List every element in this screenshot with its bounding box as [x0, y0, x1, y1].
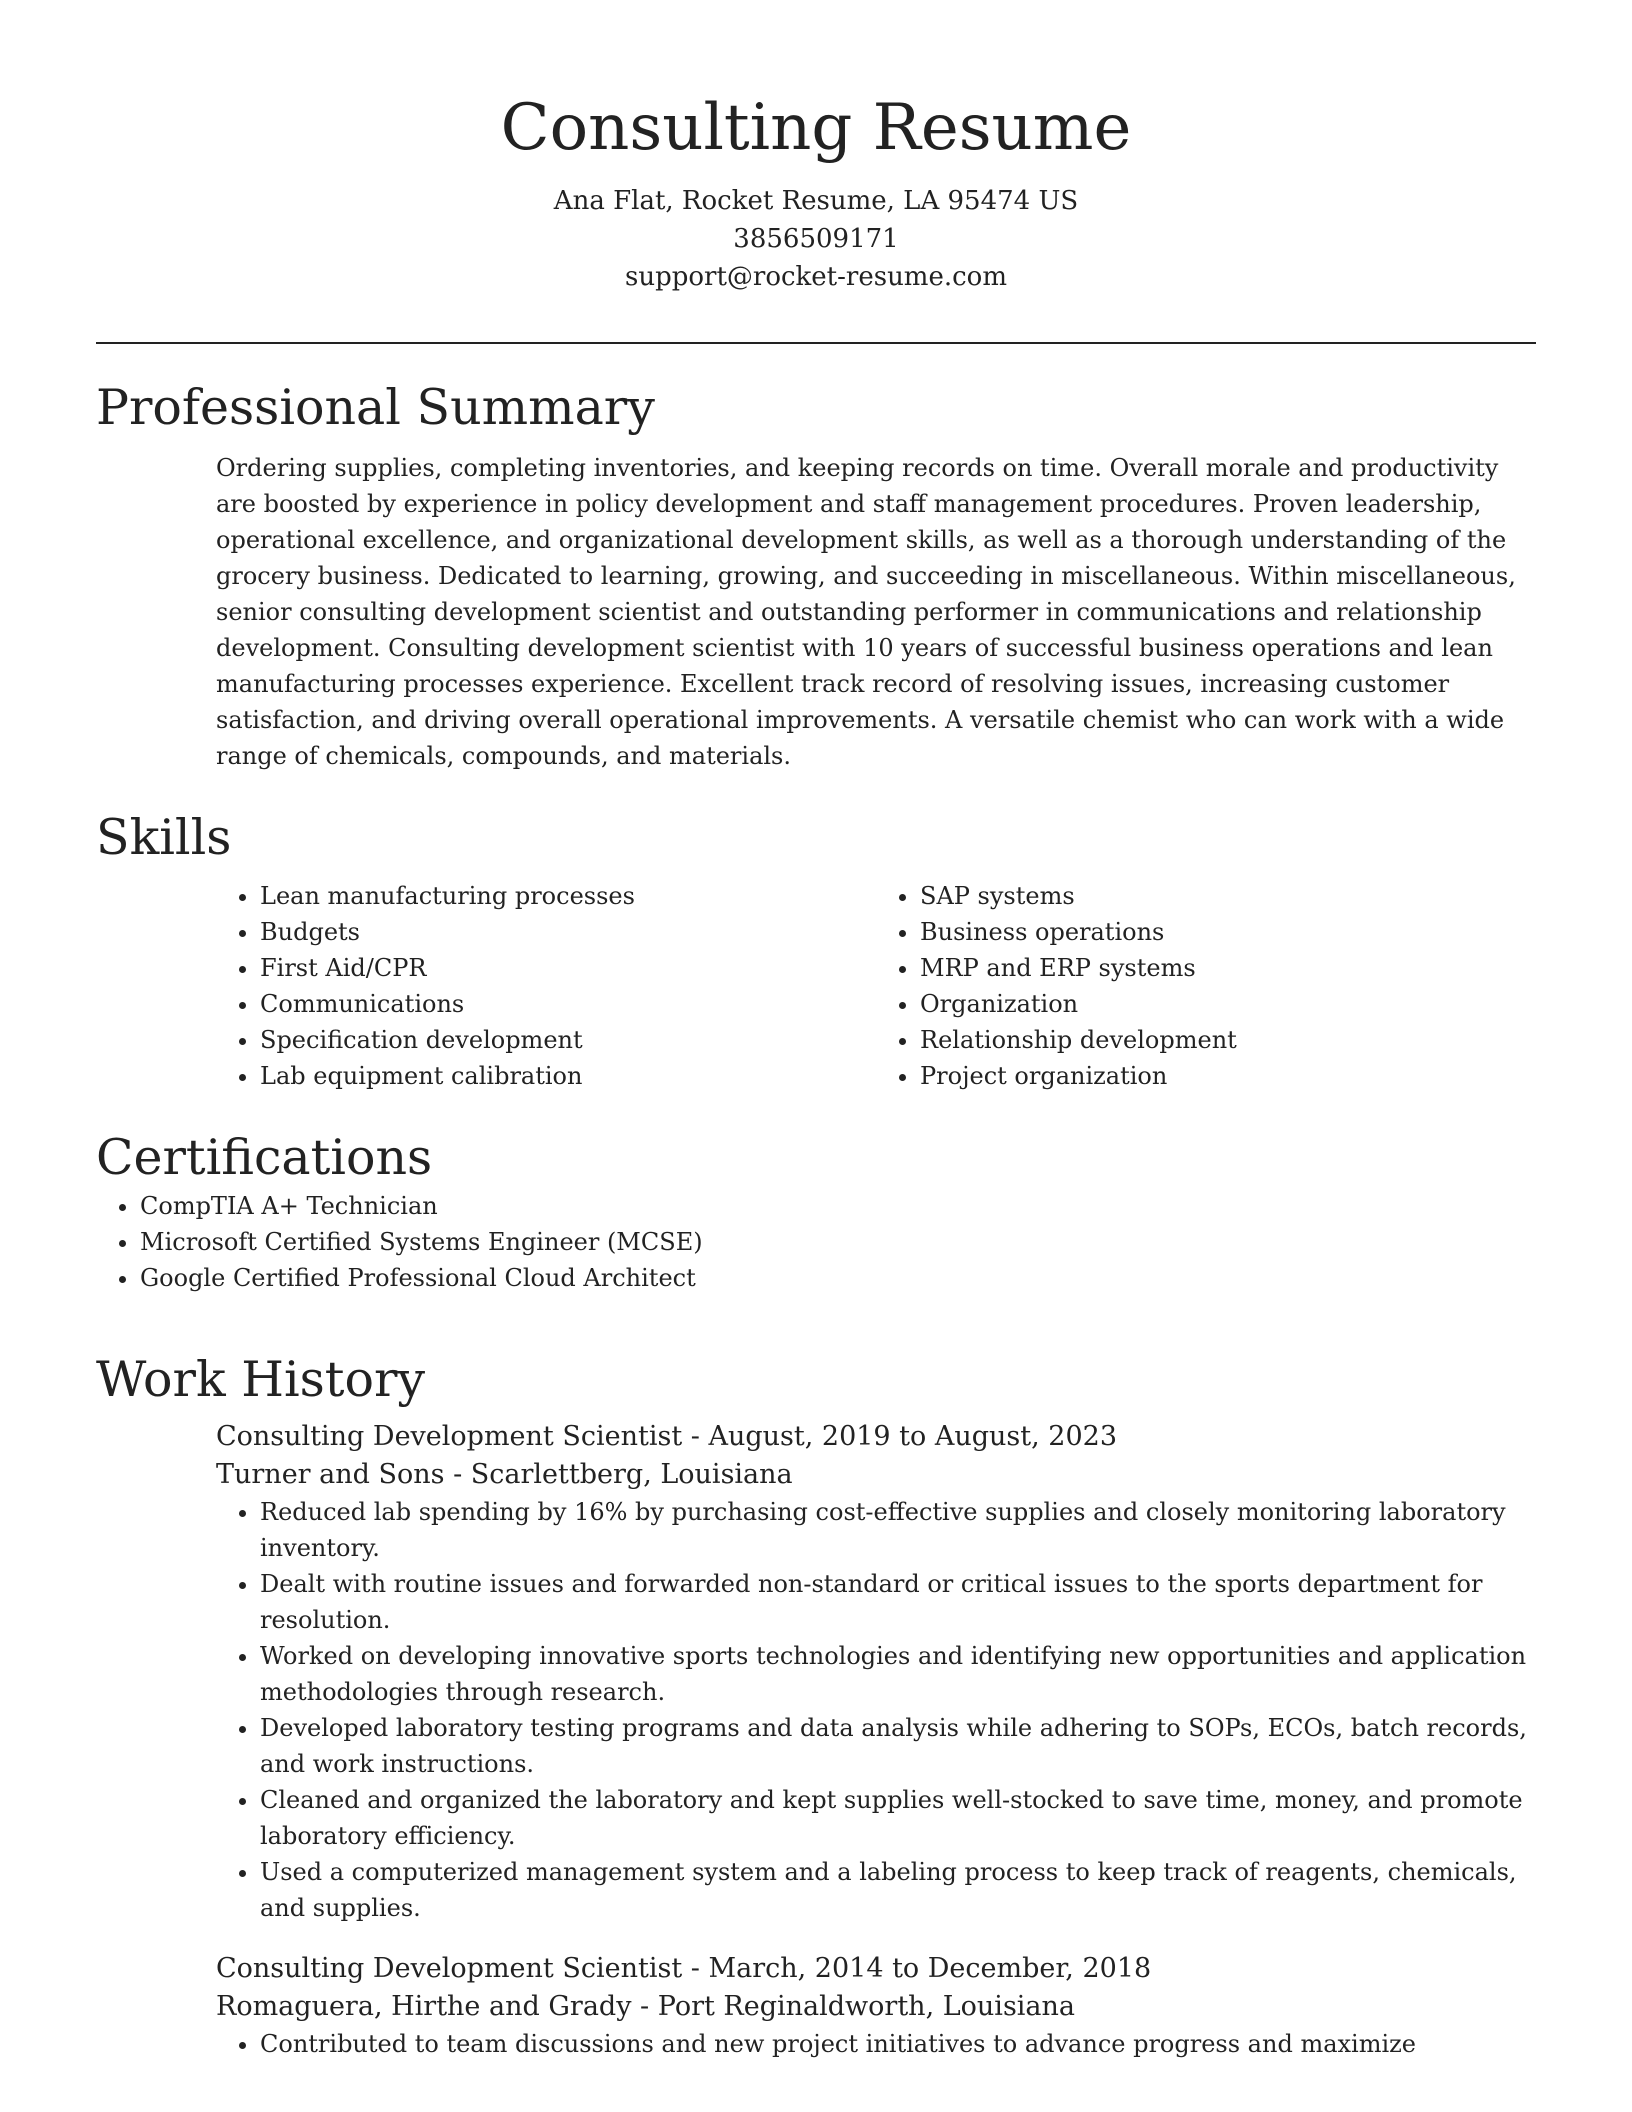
- job-dates: - August, 2019 to August, 2023: [682, 1421, 1118, 1452]
- list-item: • Organization: [920, 986, 1536, 1022]
- list-item: • CompTIA A+ Technician: [140, 1188, 1536, 1224]
- list-item: • Google Certified Professional Cloud Architect: [140, 1260, 1536, 1296]
- list-item: • Specification development: [260, 1022, 876, 1058]
- list-item: • Dealt with routine issues and forwarded non-standard or critical issues to the sports department for resolution.: [260, 1566, 1540, 1638]
- certifications-heading: Certifications: [96, 1129, 433, 1186]
- job-company-line: [216, 1988, 1536, 2026]
- list-item: • SAP systems: [920, 878, 1536, 914]
- resume-title: Consulting Resume: [500, 91, 1132, 165]
- job-entry: [216, 1950, 1536, 2062]
- skills-list-right: [876, 878, 1536, 1094]
- list-item: • Lab equipment calibration: [260, 1058, 876, 1094]
- job-company-line: [216, 1456, 1536, 1494]
- list-item: • Relationship development: [920, 1022, 1536, 1058]
- work-section: [96, 1350, 1536, 2062]
- job-entry: [216, 1418, 1536, 1926]
- job-location: - Port Reginaldworth, Louisiana: [631, 1991, 1076, 2022]
- certifications-section: [96, 1128, 1536, 1296]
- work-heading: Work History: [96, 1351, 426, 1408]
- list-item: • Lean manufacturing processes: [260, 878, 876, 914]
- job-company: Turner and Sons: [216, 1459, 445, 1490]
- list-item: • Contributed to team discussions and new project initiatives to advance progress and maximize: [260, 2026, 1540, 2062]
- contact-phone: 3856509171: [733, 224, 899, 254]
- job-company: Romaguera, Hirthe and Grady: [216, 1991, 632, 2022]
- summary-text: Ordering supplies, completing inventories, and keeping records on time. Overall morale and productivity are boosted by experience in policy development and staff management procedures. Proven leadership, operational excellence, and organizational development skills, as well as a thorough understanding of the grocery business. Dedicated to learning, growing, and succeeding in miscellaneous. Within miscellaneous, senior consulting development scientist and outstanding performer in communications and relationship development. Consulting development scientist with 10 years of successful business operations and lean manufacturing processes experience. Excellent track record of resolving issues, increasing customer satisfaction, and driving overall operational improvements. A versatile chemist who can work with a wide range of chemicals, compounds, and materials.: [216, 454, 1516, 770]
- list-item: • Worked on developing innovative sports technologies and identifying new opportunities and application methodologies through research.: [260, 1638, 1540, 1710]
- list-item: • Communications: [260, 986, 876, 1022]
- job-dates: - March, 2014 to December, 2018: [682, 1953, 1152, 1984]
- list-item: • MRP and ERP systems: [920, 950, 1536, 986]
- certifications-list: [96, 1188, 1536, 1296]
- skills-columns: [216, 878, 1536, 1094]
- skills-heading: Skills: [96, 809, 232, 866]
- header-divider: [96, 342, 1536, 344]
- list-item: • Cleaned and organized the laboratory and kept supplies well-stocked to save time, money, and promote laboratory efficiency.: [260, 1782, 1540, 1854]
- contact-block: [0, 182, 1632, 296]
- list-item: • Microsoft Certified Systems Engineer (MCSE): [140, 1224, 1536, 1260]
- list-item: • Reduced lab spending by 16% by purchasing cost-effective supplies and closely monitoring laboratory inventory.: [260, 1494, 1540, 1566]
- job-title-line: [216, 1950, 1536, 1988]
- list-item: • First Aid/CPR: [260, 950, 876, 986]
- list-item: • Used a computerized management system and a labeling process to keep track of reagents, chemicals, and supplies.: [260, 1854, 1540, 1926]
- job-role: Consulting Development Scientist: [216, 1953, 683, 1984]
- job-location: - Scarlettberg, Louisiana: [444, 1459, 793, 1490]
- contact-address: Ana Flat, Rocket Resume, LA 95474 US: [553, 186, 1079, 216]
- summary-section: [96, 378, 1536, 774]
- job-bullets: [216, 1494, 1540, 1926]
- list-item: • Budgets: [260, 914, 876, 950]
- contact-email: support@rocket-resume.com: [624, 262, 1007, 292]
- list-item: • Developed laboratory testing programs and data analysis while adhering to SOPs, ECOs, batch records, and work instructions.: [260, 1710, 1540, 1782]
- job-role: Consulting Development Scientist: [216, 1421, 683, 1452]
- list-item: • Business operations: [920, 914, 1536, 950]
- job-bullets: [216, 2026, 1540, 2062]
- job-title-line: [216, 1418, 1536, 1456]
- skills-section: [96, 808, 1536, 1094]
- summary-heading: Professional Summary: [96, 379, 655, 436]
- resume-header: [0, 0, 1632, 296]
- list-item: • Project organization: [920, 1058, 1536, 1094]
- skills-list-left: [216, 878, 876, 1094]
